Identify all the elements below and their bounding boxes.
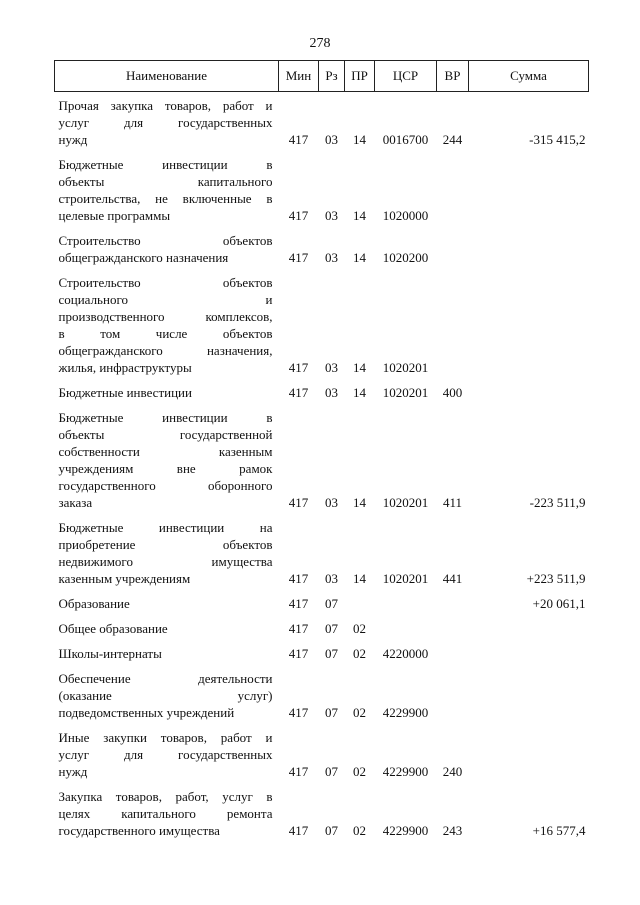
table-row [55,590,589,615]
row-min: 417 [288,208,309,223]
row-name-line: заказа [58,495,93,510]
row-csr: 0016700 [382,132,429,147]
table-row [55,92,589,152]
row-min: 417 [288,385,309,400]
row-name [55,783,279,842]
row-rz: 07 [325,596,338,611]
row-name-line: Бюджетные инвестиции в [58,157,273,172]
row-vr [437,590,469,615]
row-name-line: общегражданского назначения [58,250,229,265]
row-name-line: Иные закупки товаров, работ и [58,730,273,745]
table-row [55,227,589,269]
row-vr: 243 [442,823,463,838]
row-vr [437,665,469,724]
row-name-line: Бюджетные инвестиции на [58,520,273,535]
row-name-line: услуг для государственных [58,115,273,130]
row-rz: 03 [325,360,338,375]
row-name [55,92,279,152]
row-csr [375,615,437,640]
row-name-line: Образование [58,596,130,611]
row-pr: 14 [353,208,366,223]
table-row [55,404,589,514]
row-vr: 244 [442,132,463,147]
row-csr: 4229900 [382,823,429,838]
row-name [55,514,279,590]
row-rz: 07 [325,823,338,838]
row-rz: 07 [325,646,338,661]
header-rz: Рз [319,61,345,92]
row-min: 417 [288,705,309,720]
row-name-line: Прочая закупка товаров, работ и [58,98,273,113]
row-sum: -315 415,2 [529,132,586,147]
row-csr: 1020201 [382,495,429,510]
row-name [55,615,279,640]
row-name-line: нужд [58,764,88,779]
row-name-line: общегражданского назначения, [58,343,273,358]
row-name-line: Бюджетные инвестиции [58,385,192,400]
row-pr: 14 [353,385,366,400]
row-min: 417 [288,495,309,510]
row-vr [437,640,469,665]
row-pr: 02 [353,621,366,636]
row-vr [437,227,469,269]
row-name-line: в том числе объектов [58,326,273,341]
row-name-line: приобретение объектов [58,537,273,552]
row-sum [469,640,589,665]
row-vr: 441 [442,571,463,586]
row-min: 417 [288,596,309,611]
row-rz: 03 [325,495,338,510]
row-rz: 07 [325,621,338,636]
row-name-line: объекты капитального [58,174,273,189]
row-rz: 07 [325,764,338,779]
row-vr [437,269,469,379]
row-name [55,404,279,514]
header-sum: Сумма [469,61,589,92]
row-name-line: Бюджетные инвестиции в [58,410,273,425]
row-rz: 03 [325,208,338,223]
header-pr: ПР [345,61,375,92]
row-min: 417 [288,764,309,779]
table-header-row [55,61,589,92]
table-row [55,379,589,404]
row-name [55,379,279,404]
row-name-line: целях капитального ремонта [58,806,273,821]
row-pr: 14 [353,571,366,586]
row-name-line: учреждениям вне рамок [58,461,273,476]
row-name [55,665,279,724]
row-sum [469,724,589,783]
row-vr: 411 [442,495,463,510]
row-name-line: (оказание услуг) [58,688,273,703]
row-name-line: услуг для государственных [58,747,273,762]
page-number: 278 [309,36,331,51]
table-row [55,724,589,783]
row-rz: 03 [325,571,338,586]
row-name-line: Строительство объектов [58,275,273,290]
row-pr: 02 [353,705,366,720]
row-pr: 02 [353,823,366,838]
row-min: 417 [288,823,309,838]
table-row [55,514,589,590]
header-csr: ЦСР [375,61,437,92]
row-name [55,640,279,665]
row-csr: 1020201 [382,385,429,400]
table-row [55,783,589,842]
row-rz: 03 [325,385,338,400]
row-name-line: собственности казенным [58,444,273,459]
row-sum: +223 511,9 [526,571,586,586]
row-vr [437,615,469,640]
table-row [55,151,589,227]
row-name [55,151,279,227]
row-sum [469,269,589,379]
row-sum: +16 577,4 [532,823,586,838]
row-min: 417 [288,250,309,265]
row-name-line: жилья, инфраструктуры [58,360,192,375]
row-pr: 02 [353,764,366,779]
row-name-line: Строительство объектов [58,233,273,248]
row-name-line: недвижимого имущества [58,554,273,569]
row-pr [345,590,375,615]
row-pr: 14 [353,250,366,265]
row-name-line: подведомственных учреждений [58,705,235,720]
row-sum: -223 511,9 [529,495,586,510]
row-min: 417 [288,360,309,375]
row-pr: 14 [353,495,366,510]
row-name-line: Школы-интернаты [58,646,162,661]
header-vr: ВР [437,61,469,92]
row-min: 417 [288,621,309,636]
row-sum [469,227,589,269]
row-csr [375,590,437,615]
row-min: 417 [288,571,309,586]
header-min: Мин [279,61,319,92]
row-name-line: казенным учреждениям [58,571,191,586]
table-row [55,269,589,379]
row-pr: 14 [353,360,366,375]
row-csr: 4220000 [382,646,429,661]
row-name-line: Общее образование [58,621,168,636]
row-rz: 07 [325,705,338,720]
row-name [55,724,279,783]
row-csr: 4229900 [382,705,429,720]
row-name-line: Закупка товаров, работ, услуг в [58,789,273,804]
row-name-line: объекты государственной [58,427,273,442]
row-rz: 03 [325,250,338,265]
row-name [55,269,279,379]
header-name: Наименование [55,61,279,92]
table-row [55,665,589,724]
row-sum [469,615,589,640]
row-csr: 1020201 [382,360,429,375]
row-rz: 03 [325,132,338,147]
row-sum [469,379,589,404]
row-sum: +20 061,1 [532,596,586,611]
row-csr: 1020000 [382,208,429,223]
row-vr: 400 [442,385,463,400]
row-pr: 14 [353,132,366,147]
row-name-line: государственного имущества [58,823,220,838]
row-pr: 02 [353,646,366,661]
row-csr: 1020200 [382,250,429,265]
row-name-line: нужд [58,132,88,147]
row-name-line: государственного оборонного [58,478,273,493]
row-name-line: производственного комплексов, [58,309,273,324]
table-row [55,615,589,640]
row-csr: 4229900 [382,764,429,779]
budget-table [54,60,589,842]
row-name-line: строительства, не включенные в [58,191,273,206]
row-vr: 240 [442,764,463,779]
row-name-line: социального и [58,292,273,307]
row-csr: 1020201 [382,571,429,586]
row-min: 417 [288,646,309,661]
row-name-line: Обеспечение деятельности [58,671,273,686]
row-name [55,227,279,269]
row-min: 417 [288,132,309,147]
row-sum [469,665,589,724]
row-name-line: целевые программы [58,208,171,223]
row-vr [437,151,469,227]
table-row [55,640,589,665]
row-name [55,590,279,615]
row-sum [469,151,589,227]
